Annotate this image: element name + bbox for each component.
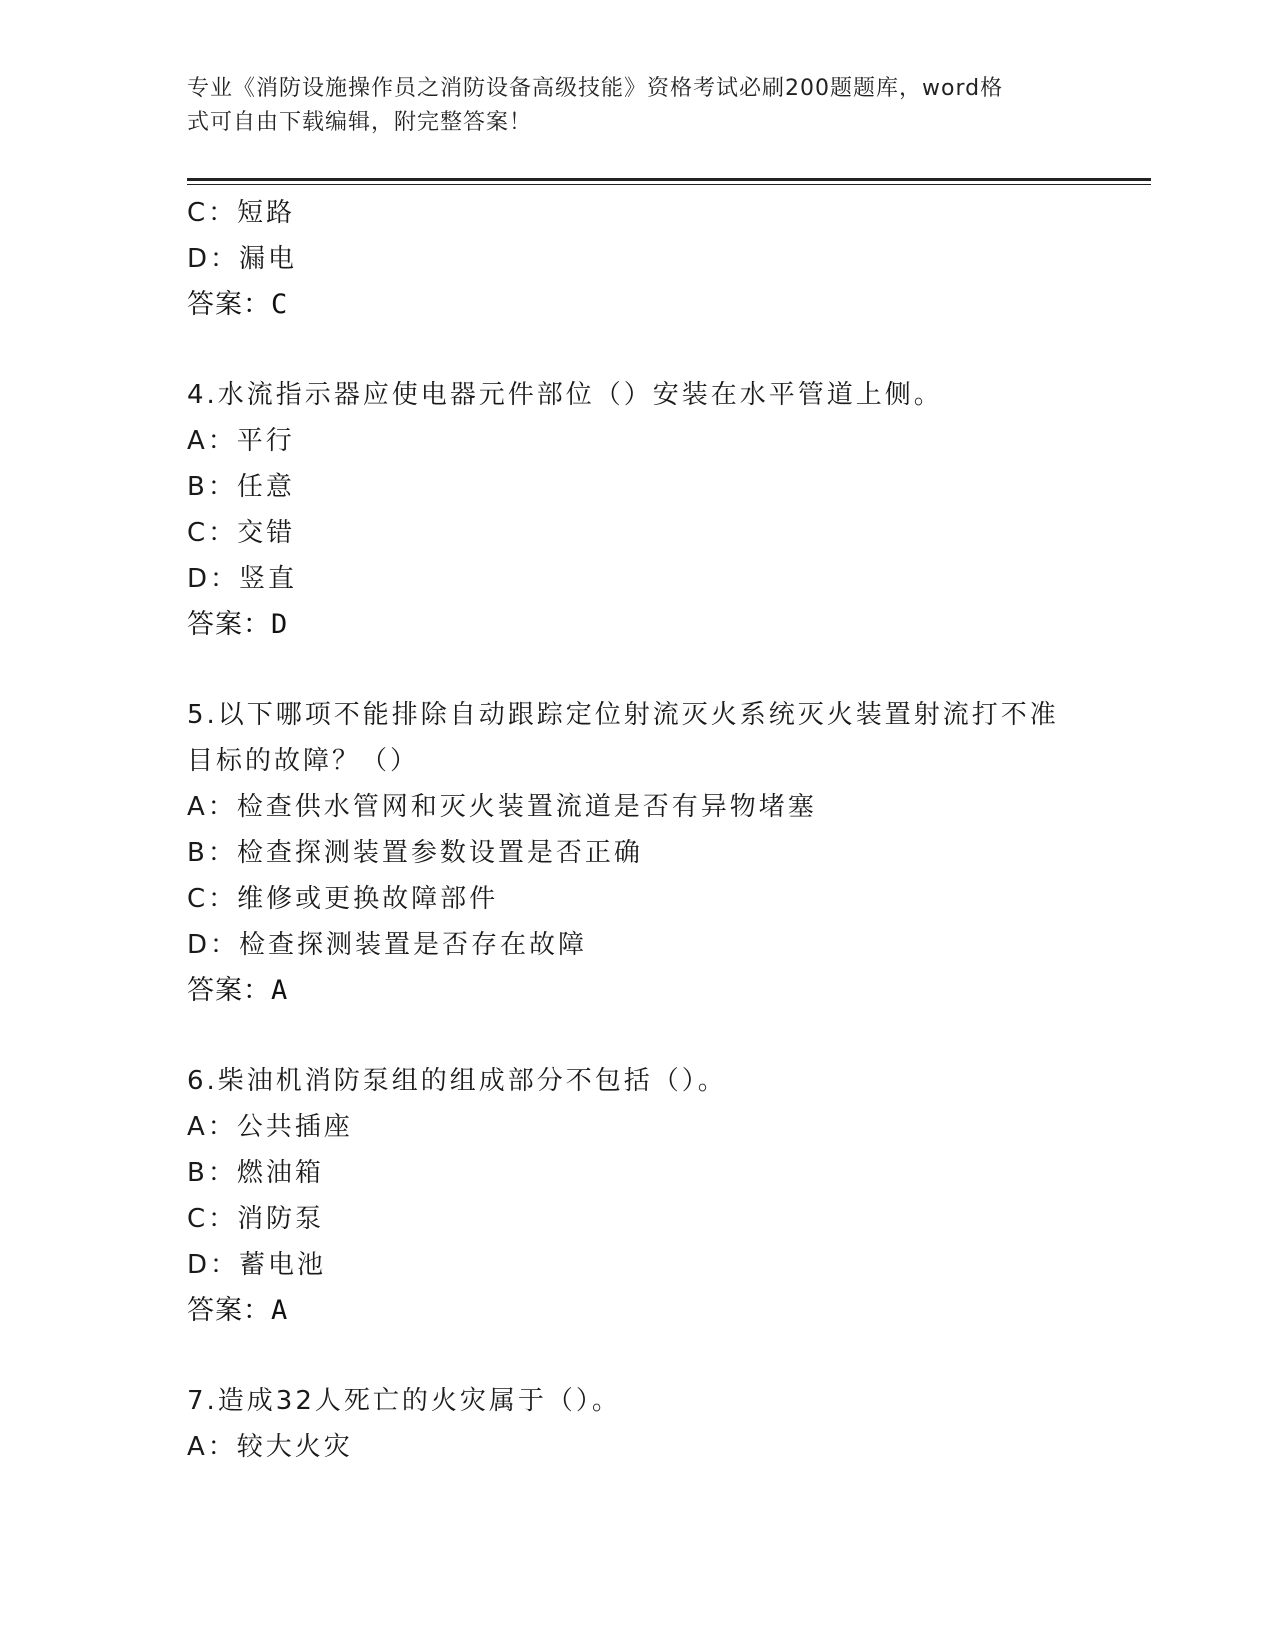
header-line-1: 专业《消防设施操作员之消防设备高级技能》资格考试必刷200题题库，word格	[187, 76, 1004, 101]
document-header	[187, 72, 1087, 140]
option-d: D：蓄电池	[187, 1250, 327, 1280]
answer-value: A	[271, 975, 289, 1006]
header-rule-thick	[187, 178, 1151, 181]
option-a: A：公共插座	[187, 1112, 353, 1142]
answer-line	[187, 602, 1147, 648]
answer-label: 答案：	[187, 609, 271, 640]
header-line-2: 式可自由下载编辑，附完整答案！	[187, 110, 533, 135]
answer-label: 答案：	[187, 289, 271, 320]
answer-line	[187, 968, 1147, 1014]
answer-value: D	[271, 609, 289, 640]
option-d: D：竖直	[187, 564, 298, 594]
option-a: A：平行	[187, 426, 295, 456]
question-7	[187, 1378, 1147, 1470]
option-c: C：消防泵	[187, 1204, 325, 1234]
question-stem: 4.水流指示器应使电器元件部位（）安装在水平管道上侧。	[187, 380, 943, 410]
answer-line	[187, 1288, 1147, 1334]
header-rule-thin	[187, 184, 1151, 185]
question-list	[187, 190, 1147, 1470]
option-c: C：短路	[187, 198, 296, 228]
option-b: B：燃油箱	[187, 1158, 324, 1188]
spacer	[187, 1014, 1147, 1058]
option-a: A：较大火灾	[187, 1432, 353, 1462]
answer-label: 答案：	[187, 1295, 271, 1326]
answer-line	[187, 282, 1147, 328]
spacer	[187, 328, 1147, 372]
spacer	[187, 1334, 1147, 1378]
question-3-continued	[187, 190, 1147, 328]
question-stem-line-1: 5.以下哪项不能排除自动跟踪定位射流灭火系统灭火装置射流打不准	[187, 700, 1059, 730]
option-d: D：检查探测装置是否存在故障	[187, 930, 588, 960]
answer-value: A	[271, 1295, 289, 1326]
option-c: C：维修或更换故障部件	[187, 884, 499, 914]
answer-label: 答案：	[187, 975, 271, 1006]
question-4	[187, 372, 1147, 648]
question-stem: 7.造成32人死亡的火灾属于（）。	[187, 1386, 621, 1416]
question-stem-line-2: 目标的故障？（）	[187, 746, 420, 776]
spacer	[187, 648, 1147, 692]
option-c: C：交错	[187, 518, 296, 548]
answer-value: C	[271, 289, 289, 320]
option-b: B：检查探测装置参数设置是否正确	[187, 838, 643, 868]
option-b: B：任意	[187, 472, 295, 502]
option-a: A：检查供水管网和灭火装置流道是否有异物堵塞	[187, 792, 817, 822]
question-6	[187, 1058, 1147, 1334]
question-5	[187, 692, 1147, 1014]
option-d: D：漏电	[187, 244, 298, 274]
question-stem: 6.柴油机消防泵组的组成部分不包括（）。	[187, 1066, 727, 1096]
